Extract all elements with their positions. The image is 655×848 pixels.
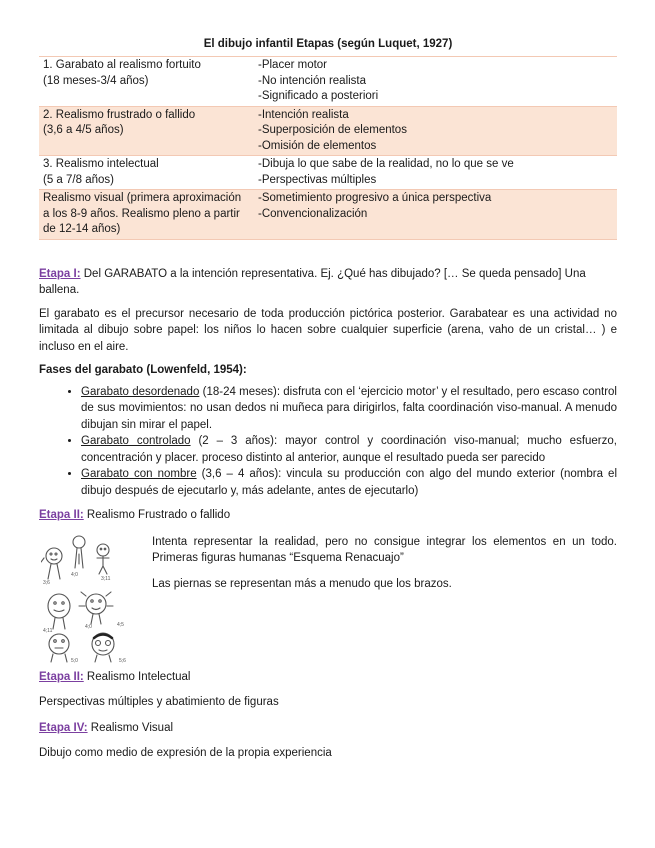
stage-name-cell <box>39 57 254 107</box>
stages-table <box>39 56 617 240</box>
stage-trait-line: -Perspectivas múltiples <box>258 173 377 186</box>
stage-trait-line: -Sometimiento progresivo a única perspectiva <box>258 192 492 204</box>
list-item <box>81 433 617 466</box>
stage-traits-cell <box>254 106 617 156</box>
age-label-7: 5;0 <box>71 657 78 664</box>
phases-heading: Fases del garabato (Lowenfeld, 1954): <box>39 364 247 376</box>
stage-traits-cell <box>254 156 617 190</box>
stage-trait-line: -Superposición de elementos <box>258 124 407 136</box>
etapa-2-figure-row <box>39 534 617 666</box>
stage-trait-line: -Placer motor <box>258 59 328 71</box>
tadpole-drawings-figure <box>41 534 141 664</box>
stage-trait-line: -No intención realista <box>258 74 367 87</box>
stage-traits-cell <box>254 190 617 240</box>
list-item <box>81 384 617 434</box>
tadpole-figure-7 <box>92 633 114 662</box>
stage-name-line: 1. Garabato al realismo fortuito <box>43 59 201 71</box>
phase-term: Garabato controlado <box>81 435 191 447</box>
age-label-6: 4;5 <box>117 621 124 628</box>
stage-trait-line: -Convencionalización <box>258 207 368 220</box>
etapa-2-link[interactable]: Etapa II: <box>39 509 84 521</box>
table-row <box>39 190 617 240</box>
stage-name-cell <box>39 106 254 156</box>
page-title: El dibujo infantil Etapas (según Luquet, 1927) <box>203 38 453 50</box>
etapa-2-paragraph-1: Intenta representar la realidad, pero no consigue integrar los elementos en un todo. Primeras figuras humanas “Esquema Renacuajo” <box>152 535 617 564</box>
etapa-4-link[interactable]: Etapa IV: <box>39 721 88 734</box>
phase-text: (18-24 meses): disfruta con el ‘ejercicio motor’ y el resultado, pero escaso control de sus movimientos: no usan dedos ni muñeca para dirigirlos, falta coordinación viso-manual. A menudo dibujan sin mirar el papel. <box>81 385 617 431</box>
stage-traits-cell <box>254 57 617 107</box>
etapa-3-text: Realismo Intelectual <box>83 670 191 683</box>
stage-name-cell <box>39 156 254 190</box>
tadpole-figure-6 <box>49 634 69 662</box>
etapa-2-description <box>152 534 617 593</box>
tadpole-figure-2 <box>73 536 85 568</box>
stage-name-line: Realismo visual (primera aproximación <box>43 192 242 204</box>
stage-name-line: 2. Realismo frustrado o fallido <box>43 108 196 121</box>
etapa-1-text: Del GARABATO a la intención representativa. Ej. ¿Qué has dibujado? [… Se queda pensado] Una ballena. <box>39 267 586 296</box>
stage-name-line: de 12-14 años) <box>43 223 121 235</box>
list-item <box>81 466 617 499</box>
tadpole-figure-5 <box>79 592 113 624</box>
stage-trait-line: -Omisión de elementos <box>258 139 377 152</box>
etapa-2-paragraph <box>39 507 617 524</box>
etapa-4-description: Dibujo como medio de expresión de la propia experiencia <box>39 747 332 759</box>
etapa-3-link[interactable]: Etapa II: <box>39 670 84 683</box>
garabato-paragraph: El garabato es el precursor necesario de toda producción pictórica posterior. Garabatear es una actividad no limitada al dibujo sobre papel: los niños lo hacen sobre cualquier superficie (arena, vaho de un cristal… ) e incluso en el aire. <box>39 307 617 353</box>
stage-name-line: a los 8-9 años. Realismo pleno a partir <box>43 207 240 220</box>
etapa-3-paragraph <box>39 669 617 686</box>
etapa-2-paragraph-2: Las piernas se representan más a menudo que los brazos. <box>152 577 452 590</box>
tadpole-figure-4 <box>48 594 70 629</box>
stage-trait-line: -Significado a posteriori <box>258 90 379 102</box>
etapa-1-paragraph <box>39 266 617 299</box>
etapa-4-text: Realismo Visual <box>87 721 174 734</box>
table-row <box>39 106 617 156</box>
age-label-3: 3;11 <box>101 575 111 582</box>
document-page <box>39 38 617 762</box>
etapa-2-text: Realismo Frustrado o fallido <box>83 509 231 521</box>
etapa-3-description: Perspectivas múltiples y abatimiento de figuras <box>39 696 279 708</box>
table-row <box>39 57 617 107</box>
phases-list <box>39 384 617 500</box>
tadpole-figure-3 <box>97 544 109 574</box>
age-label-5: 4;0 <box>85 623 92 630</box>
stage-name-line: (5 a 7/8 años) <box>43 173 114 186</box>
tadpole-figure-1 <box>41 548 62 579</box>
stage-trait-line: -Intención realista <box>258 108 349 121</box>
stage-name-line: (18 meses-3/4 años) <box>43 74 149 87</box>
phase-text: (2 – 3 años): mayor control y coordinación viso-manual; mucho esfuerzo, concentración y placer. proceso distinto al anterior, aunque el resultado pueda ser parecido <box>81 435 617 464</box>
etapa-1-link[interactable]: Etapa I: <box>39 267 81 280</box>
phase-term: Garabato con nombre <box>81 468 197 480</box>
age-label-1: 3;6 <box>43 579 50 586</box>
tadpole-drawings-image <box>41 534 141 664</box>
etapa-4-paragraph <box>39 720 617 737</box>
age-label-2: 4;0 <box>71 571 78 578</box>
stage-name-line: 3. Realismo intelectual <box>43 158 159 170</box>
age-label-8: 5;6 <box>119 657 126 664</box>
table-row <box>39 156 617 190</box>
stage-name-cell <box>39 190 254 240</box>
stage-trait-line: -Dibuja lo que sabe de la realidad, no lo que se ve <box>258 158 514 170</box>
phase-term: Garabato desordenado <box>81 385 200 398</box>
age-label-4: 4;11 <box>43 627 53 634</box>
phase-text: (3,6 – 4 años): vincula su producción con algo del mundo exterior (nombra el dibujo después de ejecutarlo y, más adelante, antes de ejecutarlo) <box>81 468 617 497</box>
stage-name-line: (3,6 a 4/5 años) <box>43 124 124 136</box>
